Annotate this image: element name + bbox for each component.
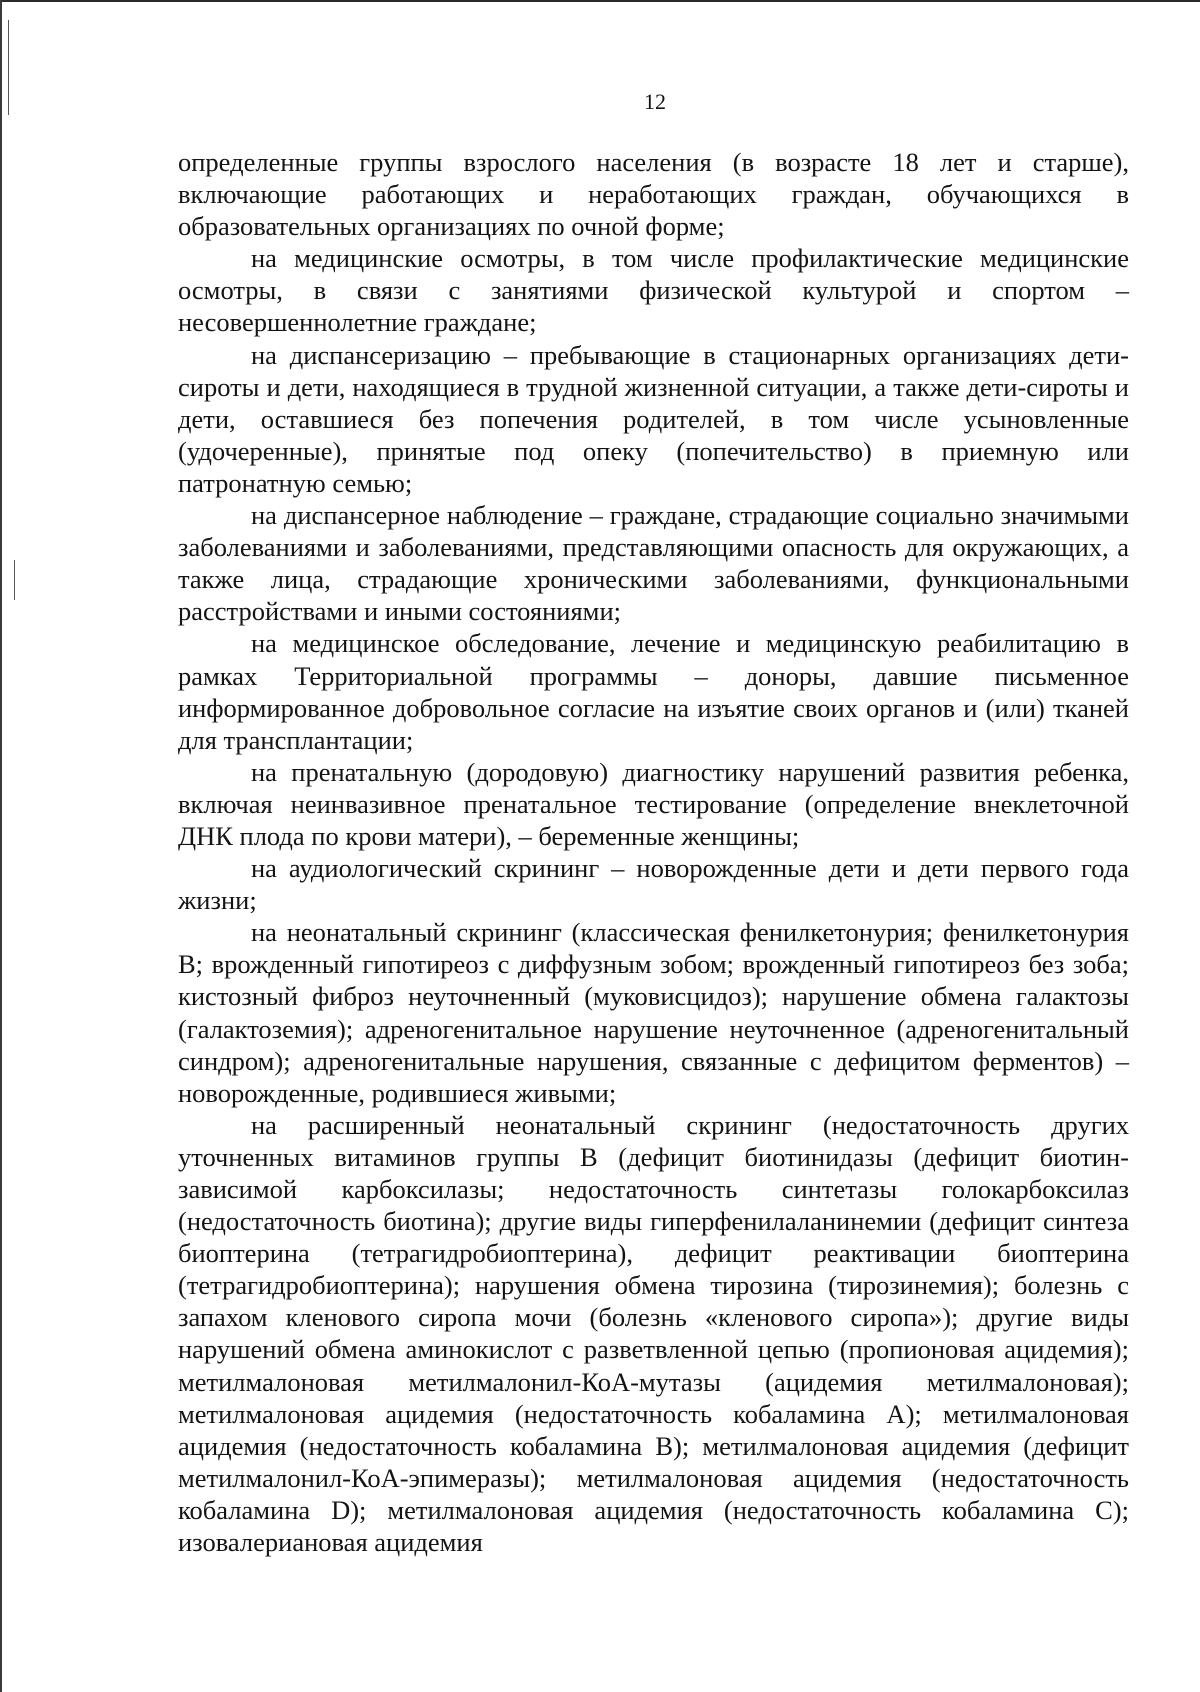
scan-top-edge xyxy=(0,0,1200,2)
paragraph-dispensary-observation: на диспансерное наблюдение – граждане, страдающие социально значимыми заболеваниями и заболеваниями, представляющими опасность для окружающих, а также лица, страдающие хроническими заболеваниями, функциональными расстройствами и иными состояниями; xyxy=(178,500,1129,627)
paragraph-medical-exams: на медицинские осмотры, в том числе профилактические медицинские осмотры, в связи с занятиями физической культурой и спортом – несовершеннолетние граждане; xyxy=(178,243,1129,338)
paragraph-dispensary-checkup: на диспансеризацию – пребывающие в стационарных организациях дети-сироты и дети, находящиеся в трудной жизненной ситуации, а также дети-сироты и дети, оставшиеся без попечения родителей, в том числе усыновленные (удочеренные), принятые под опеку (попечительство) в приемную или патронатную семью; xyxy=(178,339,1129,498)
paragraph-donors: на медицинское обследование, лечение и медицинскую реабилитацию в рамках Территориальной программы – доноры, давшие письменное информированное добровольное согласие на изъятие своих органов и (или) тканей для трансплантации; xyxy=(178,628,1129,755)
paragraph-extended-neonatal-screening: на расширенный неонатальный скрининг (недостаточность других уточненных витаминов группы B (дефицит биотинидазы (дефицит биотин-зависимой карбоксилазы; недостаточность синтетазы голокарбоксилаз (недостаточность биотина); другие виды гиперфенилаланинемии (дефицит синтеза биоптерина (тетрагидробиоптерина), дефицит реактивации биоптерина (тетрагидробиоптерина); нарушения обмена тирозина (тирозинемия); болезнь с запахом кленового сиропа мочи (болезнь «кленового сиропа»); другие виды нарушений обмена аминокислот с разветвленной цепью (пропионовая ацидемия); метилмалоновая метилмалонил-КоА-мутазы (ацидемия метилмалоновая); метилмалоновая ацидемия (недостаточность кобаламина A); метилмалоновая ацидемия (недостаточность кобаламина B); метилмалоновая ацидемия (дефицит метилмалонил-КоА-эпимеразы); метилмалоновая ацидемия (недостаточность кобаламина D); метилмалоновая ацидемия (недостаточность кобаламина C); изовалериановая ацидемия xyxy=(178,1109,1129,1558)
scan-left-edge xyxy=(0,0,2,1692)
scan-margin-mark xyxy=(14,560,15,600)
document-body xyxy=(178,146,1129,1558)
paragraph-adult-groups: определенные группы взрослого населения (в возрасте 18 лет и старше), включающие работающих и неработающих граждан, обучающихся в образовательных организациях по очной форме; xyxy=(178,147,1129,242)
paragraph-neonatal-screening: на неонатальный скрининг (классическая фенилкетонурия; фенилкетонурия B; врожденный гипотиреоз с диффузным зобом; врожденный гипотиреоз без зоба; кистозный фиброз неуточненный (муковисцидоз); нарушение обмена галактозы (галактоземия); адреногенитальное нарушение неуточненное (адреногенитальный синдром); адреногенитальные нарушения, связанные с дефицитом ферментов) – новорожденные, родившиеся живыми; xyxy=(178,917,1129,1108)
page-number: 12 xyxy=(644,89,666,114)
paragraph-audiological-screening: на аудиологический скрининг – новорожденные дети и дети первого года жизни; xyxy=(178,853,1129,916)
paragraph-prenatal-diagnostics: на пренатальную (дородовую) диагностику нарушений развития ребенка, включая неинвазивное пренатальное тестирование (определение внеклеточной ДНК плода по крови матери), – беременные женщины; xyxy=(178,756,1129,851)
